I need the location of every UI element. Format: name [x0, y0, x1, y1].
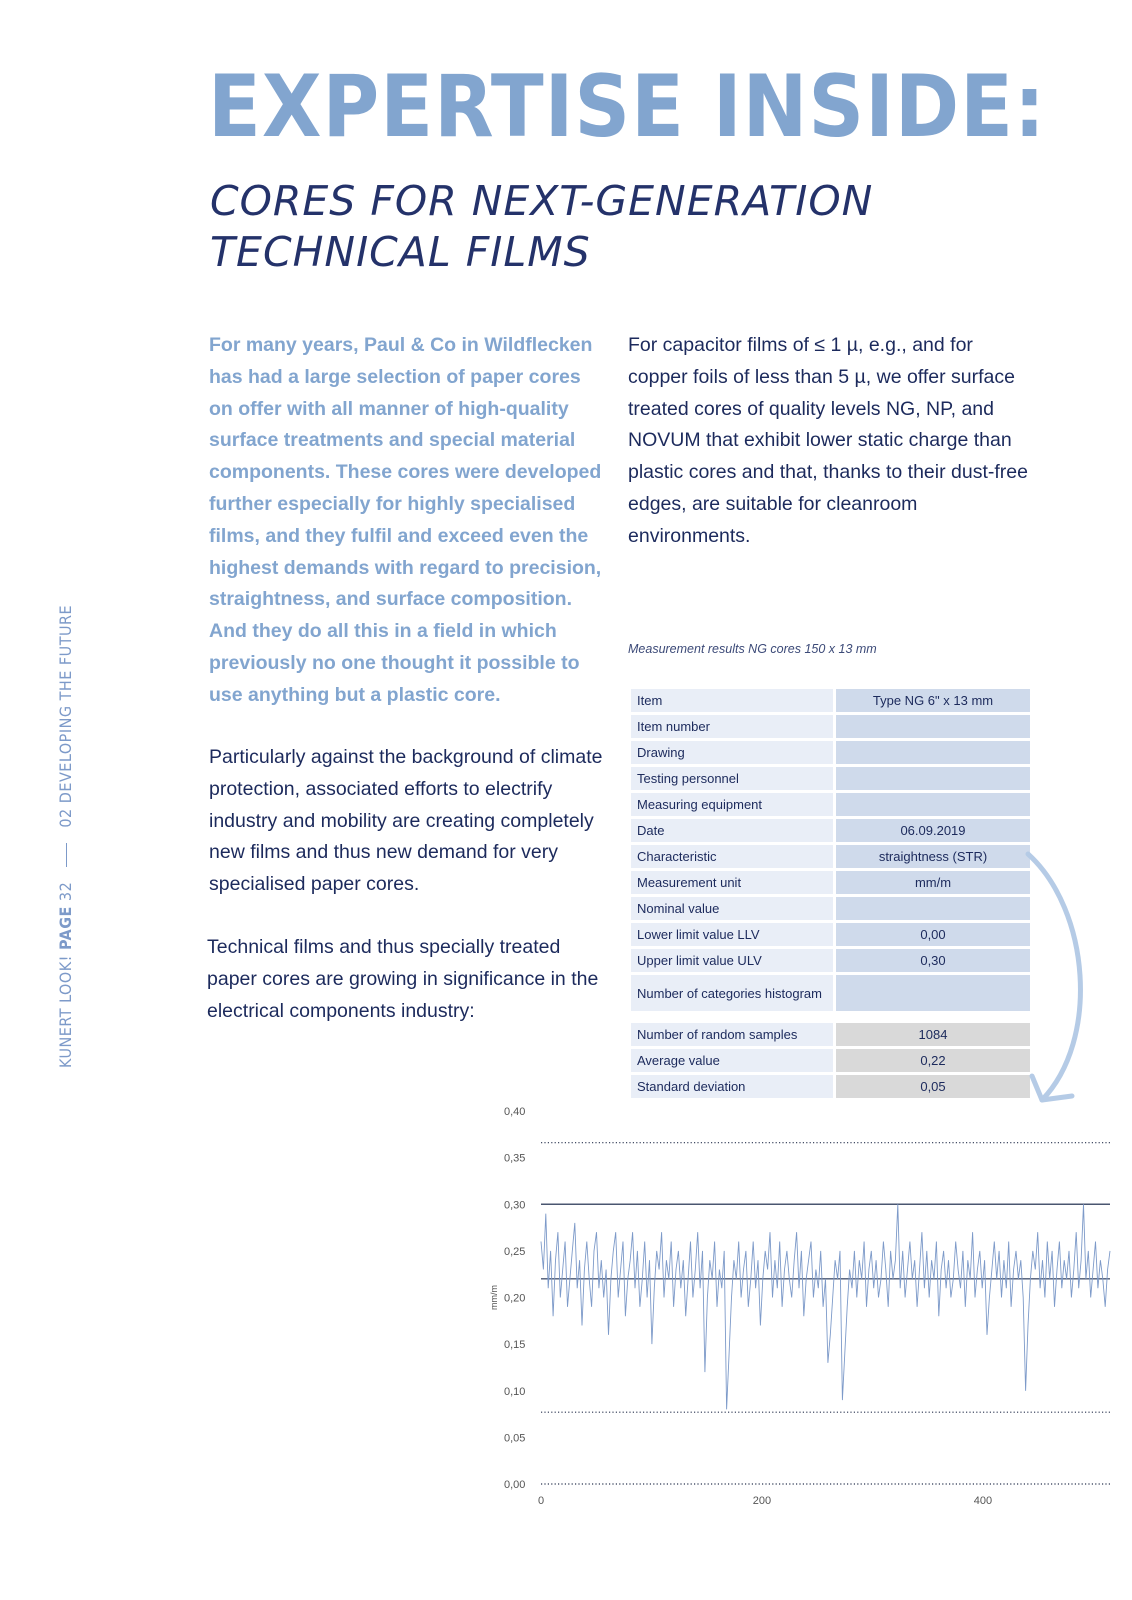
row-value: 06.09.2019	[836, 819, 1030, 842]
body-paragraph-1: Particularly against the background of climate protection, associated efforts to electrify industry and mobility are creating completely new films and thus new demand for very specialised paper cores.	[209, 746, 603, 896]
side-page-marker	[56, 605, 75, 1068]
table-row	[631, 689, 1030, 712]
table-row	[631, 845, 1030, 868]
x-tick-label: 400	[973, 1495, 993, 1507]
y-tick-label: 0,15	[504, 1339, 526, 1352]
row-label: Standard deviation	[631, 1075, 833, 1098]
subline: CORES FOR NEXT-GENERATION TECHNICAL FILMS	[210, 177, 874, 276]
row-value	[836, 767, 1030, 790]
row-value: Type NG 6" x 13 mm	[836, 689, 1030, 712]
row-label: Measuring equipment	[631, 793, 833, 816]
y-tick-label: 0,00	[504, 1479, 526, 1491]
y-axis-label: mm/m	[489, 1285, 499, 1310]
table-row	[631, 975, 1030, 1011]
row-value	[836, 793, 1030, 816]
table-row	[631, 1023, 1030, 1046]
y-tick-label: 0,40	[504, 1106, 526, 1118]
row-value: mm/m	[836, 871, 1030, 894]
row-label: Date	[631, 819, 833, 842]
table-row	[631, 715, 1030, 738]
row-label: Testing personnel	[631, 767, 833, 790]
statistics-table	[628, 1020, 1033, 1101]
row-value	[836, 741, 1030, 764]
row-label: Measurement unit	[631, 871, 833, 894]
table-row	[631, 871, 1030, 894]
row-label: Nominal value	[631, 897, 833, 920]
page-number: 32	[56, 881, 75, 902]
page-label: PAGE	[56, 906, 75, 951]
row-value: 0,00	[836, 923, 1030, 946]
row-value: 0,05	[836, 1075, 1030, 1098]
row-value: 1084	[836, 1023, 1030, 1046]
row-label: Lower limit value LLV	[631, 923, 833, 946]
row-label: Average value	[631, 1049, 833, 1072]
row-value: 0,30	[836, 949, 1030, 972]
body-paragraph-2: Technical films and thus specially treated paper cores are growing in significance in the electrical components industry:	[207, 936, 599, 1022]
measurement-table	[628, 686, 1033, 1014]
section-name: 02 DEVELOPING THE FUTURE	[56, 604, 75, 828]
y-tick-label: 0,25	[504, 1245, 526, 1258]
table-row	[631, 897, 1030, 920]
row-value	[836, 975, 1030, 1011]
row-label: Item number	[631, 715, 833, 738]
row-label: Upper limit value ULV	[631, 949, 833, 972]
table-row	[631, 793, 1030, 816]
table-row	[631, 1049, 1030, 1072]
y-tick-label: 0,30	[504, 1199, 526, 1212]
x-tick-label: 0	[537, 1495, 545, 1507]
table-row	[631, 741, 1030, 764]
table-row	[631, 923, 1030, 946]
body-paragraph-3: For capacitor films of ≤ 1 µ, e.g., and for copper foils of less than 5 µ, we offer surface treated cores of quality levels NG, NP, and NOVUM that exhibit lower static charge than plastic cores and that, thanks to their dust-free edges, are suitable for cleanroom environments.	[628, 334, 1028, 547]
table-row	[631, 1075, 1030, 1098]
magazine-name: KUNERT LOOK!	[56, 955, 75, 1068]
table-row	[631, 767, 1030, 790]
intro-paragraph: For many years, Paul & Co in Wildflecken has had a large selection of paper cores on offer with all manner of high-quality surface treatments and special material components. These cores were developed further especially for highly specialised films, and they fulfil and exceed even the highest demands with regard to precision, straightness, and surface composition. And they do all this in a field in which previously no one thought it possible to use anything but a plastic core.	[209, 334, 602, 706]
headline: EXPERTISE INSIDE:	[208, 57, 1046, 157]
y-tick-label: 0,05	[504, 1432, 526, 1445]
y-tick-label: 0,20	[504, 1292, 526, 1305]
table-caption: Measurement results NG cores 150 x 13 mm	[628, 642, 877, 656]
row-label: Characteristic	[631, 845, 833, 868]
row-label: Number of categories histogram	[631, 975, 833, 1011]
row-value: straightness (STR)	[836, 845, 1030, 868]
data-series-line	[541, 1204, 1110, 1409]
row-label: Item	[631, 689, 833, 712]
y-tick-label: 0,35	[504, 1152, 526, 1165]
row-label: Drawing	[631, 741, 833, 764]
row-label: Number of random samples	[631, 1023, 833, 1046]
straightness-chart	[480, 1098, 1120, 1518]
separator-dash	[66, 843, 67, 867]
curved-arrow-icon	[1020, 850, 1100, 1120]
x-tick-label: 200	[752, 1495, 772, 1507]
table-row	[631, 819, 1030, 842]
row-value	[836, 897, 1030, 920]
row-value: 0,22	[836, 1049, 1030, 1072]
row-value	[836, 715, 1030, 738]
table-row	[631, 949, 1030, 972]
y-tick-label: 0,10	[504, 1385, 526, 1398]
